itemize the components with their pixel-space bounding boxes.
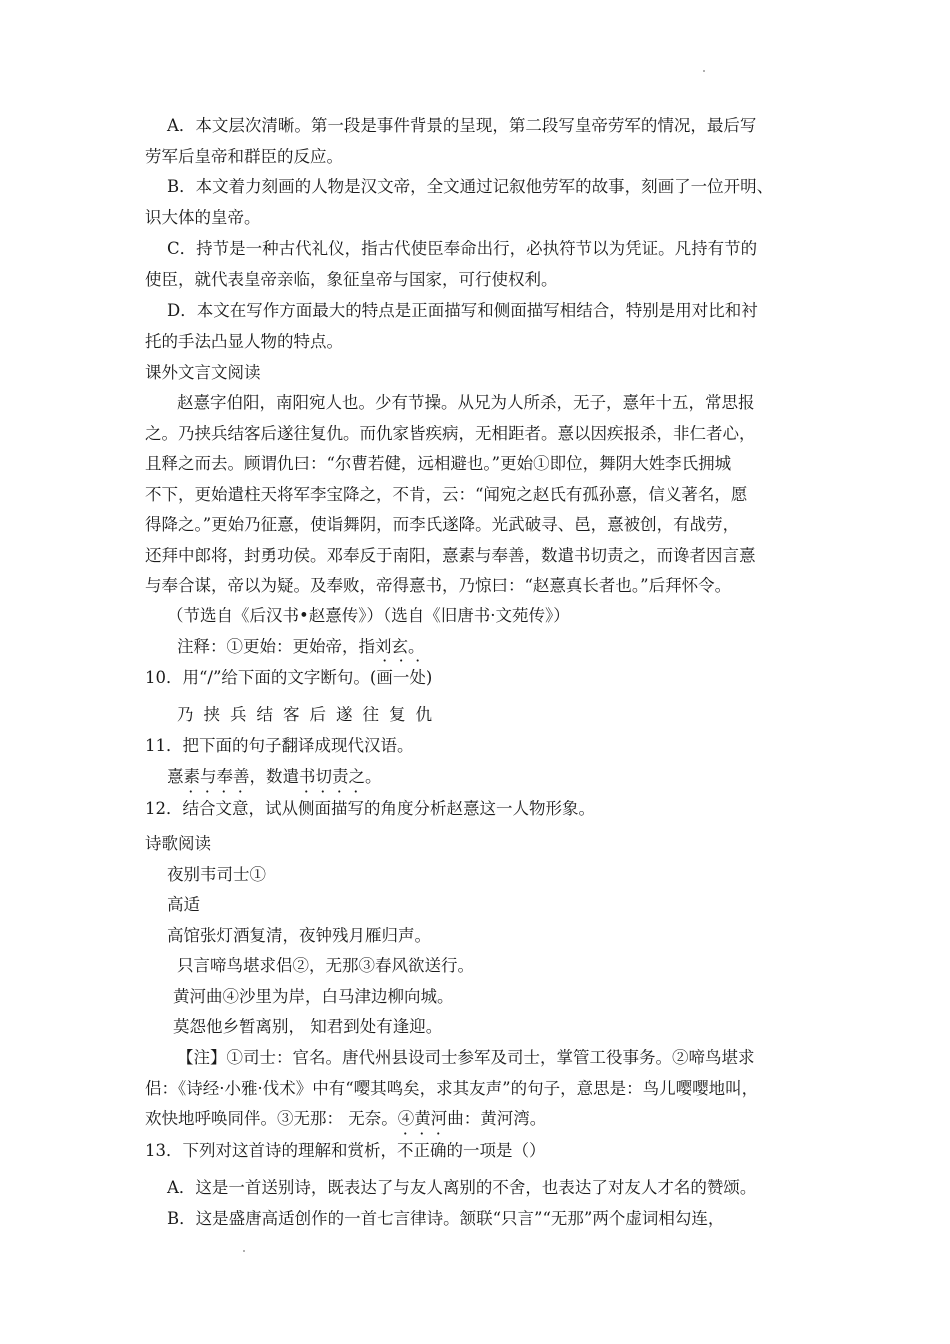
emphasis-char: 画 [376, 668, 393, 687]
emphasis-char: 一 [392, 668, 410, 687]
section-heading-poem: 诗歌阅读 [145, 834, 211, 853]
emphasis-char: 合 [199, 799, 216, 818]
passage-line: 赵憙字伯阳，南阳宛人也。少有节操。从兄为人所杀，无子，憙年十五，常思报 [177, 393, 755, 412]
poem-line: 只言啼鸟堪求侣②，无那③春风欲送行。 [177, 956, 474, 975]
emphasis-char: 确 [430, 1141, 447, 1160]
question-13 [145, 1140, 546, 1162]
scan-speck [703, 70, 705, 72]
q11-sentence: 憙素与奉善，数遣书切责之。 [167, 767, 382, 786]
q13-option-b: B．这是盛唐高适创作的一首七言律诗。颔联“只言”“无那”两个虚词相勾连， [167, 1209, 725, 1228]
q13-option-a: A．这是一首送别诗，既表达了与友人离别的不舍，也表达了对友人才名的赞颂。 [167, 1178, 757, 1197]
option-b-line-1: B．本文着力刻画的人物是汉文帝，全文通过记叙他劳军的故事，刻画了一位开明、 [167, 177, 774, 196]
q13-suffix: 的一项是（） [446, 1141, 546, 1160]
emphasis-char: 结 [182, 799, 199, 818]
q12-mid: ，试从 [248, 799, 298, 818]
poem-line: 莫怨他乡暂离别， 知君到处有逢迎。 [173, 1017, 443, 1036]
poem-line: 黄河曲④沙里为岸，白马津边柳向城。 [173, 987, 454, 1006]
emphasis-char: 不 [397, 1141, 414, 1160]
q10-sentence: 乃挟兵结客后遂往复仇 [177, 705, 442, 724]
poem-author: 高适 [167, 895, 200, 914]
q13-emphasis [397, 1141, 447, 1160]
q12-number: 12． [145, 799, 183, 818]
poem-note-line: 侣：《诗经·小雅·伐术》中有“嘤其鸣矣，求其友声”的句子，意思是：鸟儿嘤嘤地叫， [145, 1079, 759, 1098]
q12-emphasis-1 [183, 799, 249, 818]
option-d-line-2: 托的手法凸显人物的特点。 [145, 332, 343, 351]
option-c-line-2: 使臣，就代表皇帝亲临，象征皇帝与国家，可行使权利。 [145, 270, 558, 289]
passage-line: 与奉合谋，帝以为疑。及奉败，帝得憙书，乃惊曰：“赵憙真长者也。”后拜怀令。 [145, 576, 732, 595]
poem-title: 夜别韦司士① [167, 865, 266, 884]
poem-note-line: 【注】①司士：官名。唐代州县设司士参军及司士，掌管工役事务。②啼鸟堪求 [177, 1048, 755, 1067]
question-12 [145, 798, 595, 820]
option-d-line-1: D．本文在写作方面最大的特点是正面描写和侧面描写相结合，特别是用对比和衬 [167, 301, 758, 320]
q12-rest: 的角度分析赵憙这一人物形象。 [364, 799, 595, 818]
q10-suffix: ) [425, 668, 433, 687]
q10-emphasis [376, 668, 426, 687]
emphasis-char: 侧 [298, 799, 315, 818]
option-b-line-2: 识大体的皇帝。 [145, 208, 261, 227]
poem-note-line: 欢快地呼唤同伴。③无那： 无奈。④黄河曲：黄河湾。 [145, 1109, 547, 1128]
q13-prefix: 13．下列对这首诗的理解和赏析， [145, 1141, 397, 1160]
q12-emphasis-2 [298, 799, 364, 818]
passage-note: 注释：①更始：更始帝，指刘玄。 [177, 637, 425, 656]
emphasis-char: 写 [347, 799, 364, 818]
emphasis-char: 意 [232, 799, 249, 818]
emphasis-char: 描 [331, 799, 348, 818]
question-11: 11．把下面的句子翻译成现代汉语。 [145, 736, 414, 755]
passage-line: 得降之。”更始乃征憙，使诣舞阴，而李氏遂降。光武破寻、邑，憙被创，有战劳， [145, 515, 740, 534]
emphasis-char: 面 [314, 799, 331, 818]
scan-speck [243, 1250, 245, 1252]
emphasis-char: 文 [215, 799, 232, 818]
option-a-line-1: A．本文层次清晰。第一段是事件背景的呈现，第二段写皇帝劳军的情况，最后写 [167, 116, 757, 135]
poem-line: 高馆张灯酒复清，夜钟残月雁归声。 [167, 926, 431, 945]
emphasis-char: 处 [409, 668, 426, 687]
emphasis-char: 正 [413, 1141, 430, 1160]
section-heading-classical: 课外文言文阅读 [145, 363, 261, 382]
passage-line: 且释之而去。顾谓仇曰：“尔曹若健，远相避也。”更始①即位，舞阴大姓李氏拥城 [145, 454, 732, 473]
option-a-line-2: 劳军后皇帝和群臣的反应。 [145, 147, 343, 166]
passage-source: （节选自《后汉书•赵憙传》）（选自《旧唐书·文苑传》） [167, 606, 570, 625]
passage-line: 不下，更始遣柱天将军李宝降之，不肯，云：“闻宛之赵氏有孤孙憙，信义著名，愿 [145, 485, 748, 504]
q10-prefix: 10．用“/”给下面的文字断句。( [145, 668, 377, 687]
passage-line: 还拜中郎将，封勇功侯。邓奉反于南阳，憙素与奉善，数遣书切责之，而谗者因言憙 [145, 546, 756, 565]
question-10 [145, 667, 432, 689]
option-c-line-1: C．持节是一种古代礼仪，指古代使臣奉命出行，必执符节以为凭证。凡持有节的 [167, 239, 758, 258]
passage-line: 之。乃挟兵结客后遂往复仇。而仇家皆疾病，无相距者。憙以因疾报杀，非仁者心， [145, 424, 756, 443]
